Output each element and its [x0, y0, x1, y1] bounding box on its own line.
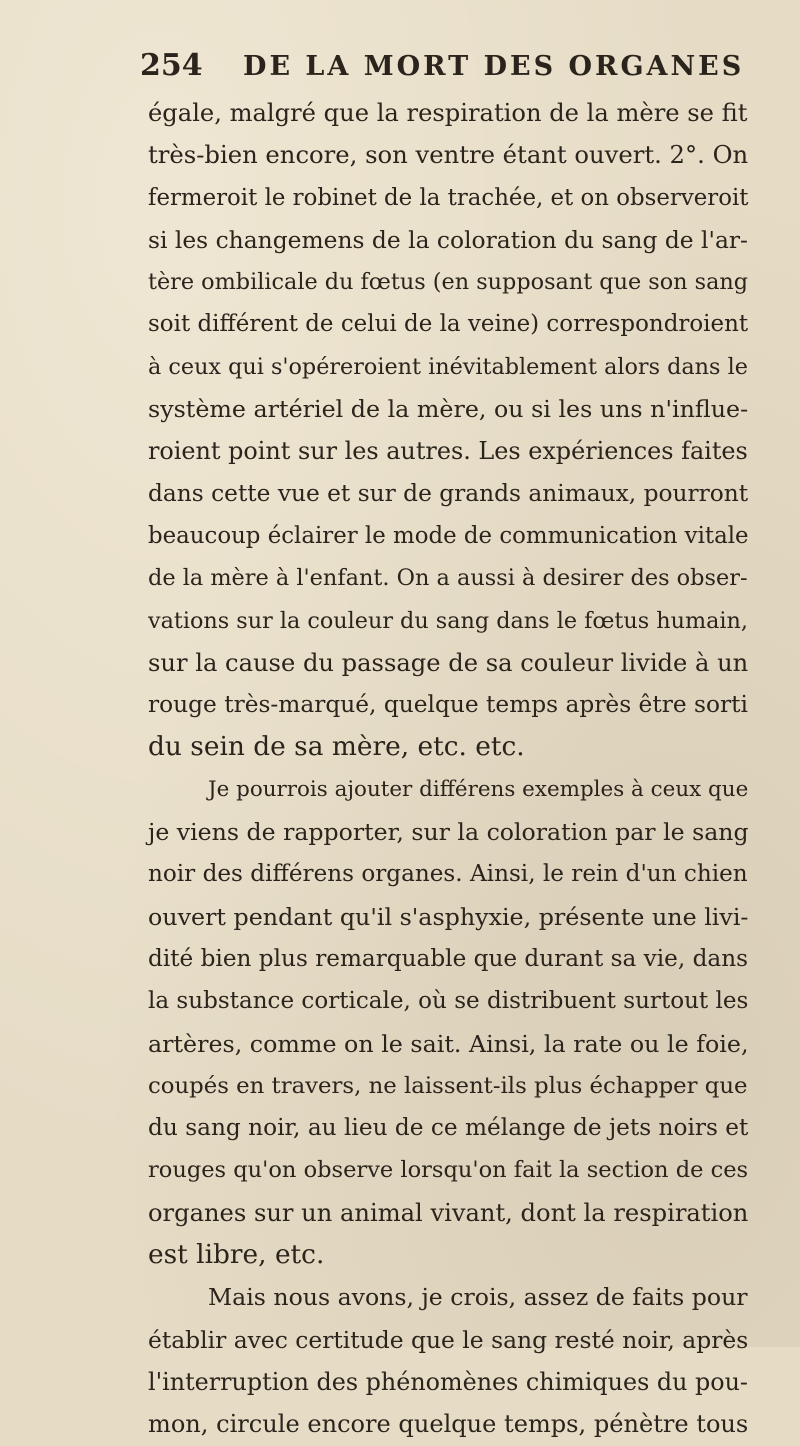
- text-line: fermeroit le robinet de la trachée, et on observeroit: [148, 184, 749, 211]
- text-line: ouvert pendant qu'il s'asphyxie, présente une livi-: [148, 902, 749, 931]
- body-text: [148, 92, 748, 1446]
- text-line: mon, circule encore quelque temps, pénètre tous: [148, 1410, 749, 1439]
- text-line: si les changemens de la coloration du sang de l'ar-: [148, 225, 748, 254]
- text-line: la substance corticale, où se distribuent surtout les: [148, 988, 749, 1015]
- text-line: de la mère à l'enfant. On a aussi à desirer des obser-: [148, 565, 748, 592]
- text-line: organes sur un animal vivant, dont la respiration: [148, 1198, 749, 1227]
- text-line: coupés en travers, ne laissent-ils plus échapper que: [148, 1072, 748, 1099]
- text-line: très-bien encore, son ventre étant ouvert. 2°. On: [148, 140, 749, 170]
- text-line: dité bien plus remarquable que durant sa vie, dans: [148, 945, 749, 972]
- page-number: 254: [140, 48, 203, 83]
- text-line: égale, malgré que la respiration de la mère se fit: [148, 99, 748, 127]
- text-line: noir des différens organes. Ainsi, le rein d'un chien: [148, 861, 748, 888]
- text-line: établir avec certitude que le sang resté noir, après: [148, 1325, 749, 1354]
- text-line: du sang noir, au lieu de ce mélange de jets noirs et: [148, 1114, 749, 1142]
- text-line: l'interruption des phénomènes chimiques du pou-: [148, 1367, 748, 1396]
- running-title: DE LA MORT DES ORGANES: [243, 51, 745, 82]
- text-line: sur la cause du passage de sa couleur livide à un: [148, 648, 749, 677]
- text-line: Je pourrois ajouter différens exemples à ceux que: [208, 776, 749, 802]
- text-line: artères, comme on le sait. Ainsi, la rate ou le foie,: [148, 1029, 749, 1058]
- text-line: système artériel de la mère, ou si les uns n'influe-: [148, 395, 749, 424]
- text-line: dans cette vue et sur de grands animaux, pourront: [148, 479, 749, 507]
- text-line: Mais nous avons, je crois, assez de faits pour: [208, 1283, 748, 1312]
- text-line: vations sur la couleur du sang dans le fœtus humain,: [148, 607, 748, 634]
- text-line: rouge très-marqué, quelque temps après être sorti: [148, 691, 748, 719]
- text-line: rouges qu'on observe lorsqu'on fait la section de ces: [148, 1157, 749, 1184]
- text-line: beaucoup éclairer le mode de communication vitale: [148, 522, 749, 549]
- text-line: roient point sur les autres. Les expériences faites: [148, 437, 748, 466]
- text-line: tère ombilicale du fœtus (en supposant que son sang: [148, 269, 749, 296]
- running-header: [140, 48, 745, 88]
- text-line: du sein de sa mère, etc. etc.: [148, 731, 525, 763]
- text-line: à ceux qui s'opéreroient inévitablement alors dans le: [148, 353, 748, 380]
- text-line: soit différent de celui de la veine) correspondroient: [148, 311, 749, 338]
- text-line: est libre, etc.: [148, 1239, 325, 1271]
- text-line: je viens de rapporter, sur la coloration par le sang: [148, 818, 749, 847]
